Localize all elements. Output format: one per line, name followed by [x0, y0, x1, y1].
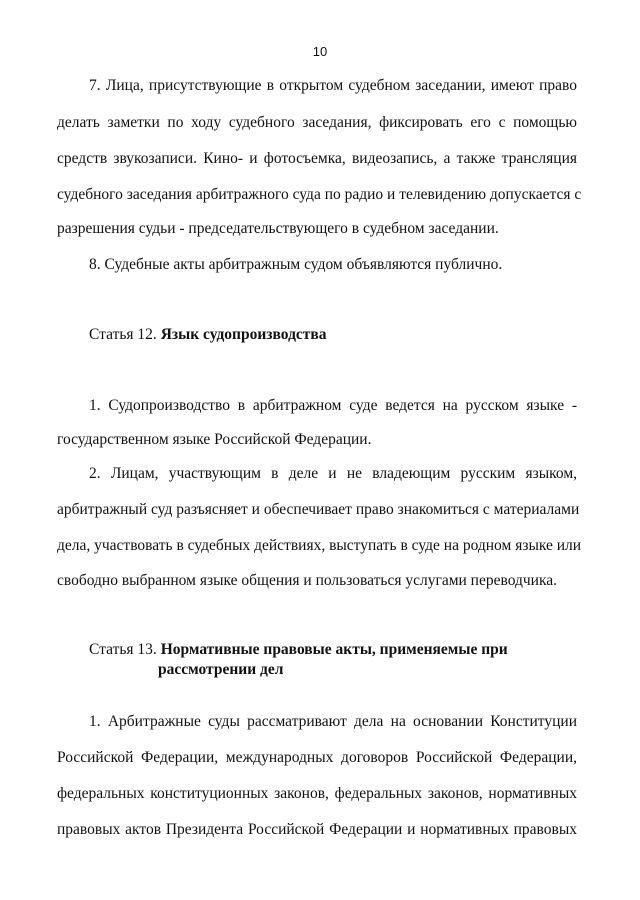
page-number: 10	[312, 44, 328, 59]
article-12-p2-line: 2. Лицам, участвующим в деле и не владеющим русским языком,	[89, 465, 577, 482]
article-12-p1-line: государственном языке Российской Федерации.	[57, 431, 372, 448]
article-12-p2-line: дела, участвовать в судебных действиях, выступать в суде на родном языке или	[57, 537, 582, 554]
paragraph-7-line: разрешения судьи - председательствующего в судебном заседании.	[57, 220, 499, 237]
article-12-title: Язык судопроизводства	[160, 326, 327, 343]
paragraph-7-line: 7. Лица, присутствующие в открытом судебном заседании, имеют право	[89, 77, 577, 94]
paragraph-7-line: средств звукозаписи. Кино- и фотосъемка, видеозапись, а также трансляция	[57, 150, 577, 167]
article-13-p1-line: федеральных конституционных законов, федеральных законов, нормативных	[57, 785, 577, 802]
article-13-title-line2: рассмотрении дел	[158, 661, 284, 678]
article-12-p2-line: арбитражный суд разъясняет и обеспечивает право знакомиться с материалами	[57, 501, 580, 518]
article-12-p2-line: свободно выбранном языке общения и пользоваться услугами переводчика.	[57, 572, 558, 589]
article-13-title-line1: Нормативные правовые акты, применяемые при	[160, 641, 508, 658]
article-13-prefix: Статья 13.	[89, 641, 157, 658]
article-12-p1-line: 1. Судопроизводство в арбитражном суде ведется на русском языке -	[89, 397, 577, 414]
paragraph-7-line: делать заметки по ходу судебного заседания, фиксировать его с помощью	[57, 114, 577, 131]
article-12-prefix: Статья 12.	[89, 326, 157, 343]
article-12-heading	[89, 325, 609, 345]
article-13-heading-cont	[158, 660, 640, 680]
article-13-p1-line: Российской Федерации, международных договоров Российской Федерации,	[57, 749, 577, 766]
paragraph-8: 8. Судебные акты арбитражным судом объявляются публично.	[89, 256, 503, 273]
article-13-p1-line: 1. Арбитражные суды рассматривают дела на основании Конституции	[89, 713, 577, 730]
article-13-p1-line: правовых актов Президента Российской Федерации и нормативных правовых	[57, 821, 577, 838]
article-13-heading	[89, 640, 609, 660]
paragraph-7-line: судебного заседания арбитражного суда по радио и телевидению допускается с	[57, 186, 582, 203]
